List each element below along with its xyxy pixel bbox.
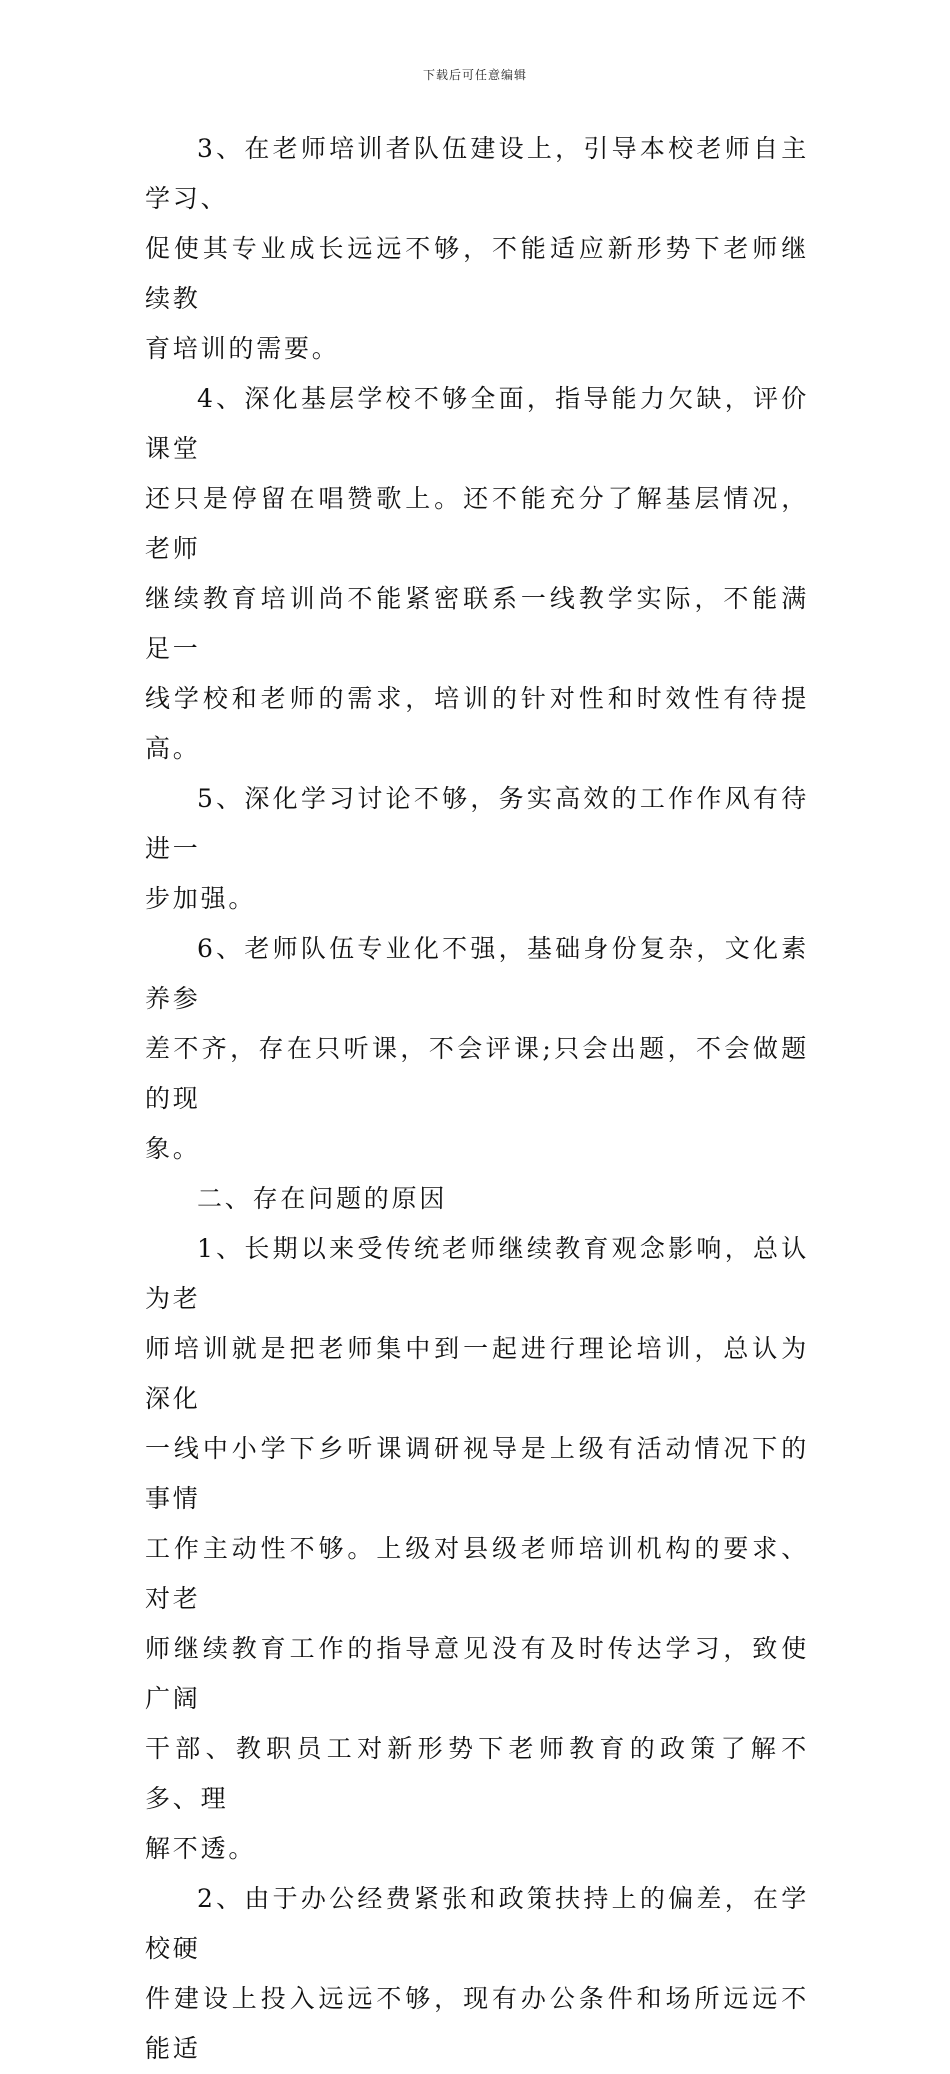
section-heading-causes: 二、存在问题的原因 bbox=[197, 1184, 448, 1213]
paragraph-item-6: 6、老师队伍专业化不强，基础身份复杂，文化素养参 差不齐，存在只听课，不会评课;只会出题，不会做题的现 象。 bbox=[145, 934, 809, 1163]
paragraph-item-3: 3、在老师培训者队伍建设上，引导本校老师自主学习、 促使其专业成长远远不够，不能适应新形势下老师继续教 育培训的需要。 bbox=[145, 134, 809, 363]
document-body bbox=[145, 124, 809, 2074]
header-note: 下载后可任意编辑 bbox=[422, 68, 527, 82]
paragraph-item-4: 4、深化基层学校不够全面，指导能力欠缺，评价课堂 还只是停留在唱赞歌上。还不能充分了解基层情况，老师 继续教育培训尚不能紧密联系一线教学实际，不能满足一 线学校和老师的需求，培训的针对性和时效性有待提高。 bbox=[145, 384, 809, 763]
cause-item-2: 2、由于办公经费紧张和政策扶持上的偏差，在学校硬 件建设上投入远远不够，现有办公条件和场所远远不能适 bbox=[145, 1884, 809, 2063]
paragraph-item-5: 5、深化学习讨论不够，务实高效的工作作风有待进一 步加强。 bbox=[145, 784, 809, 913]
cause-item-1: 1、长期以来受传统老师继续教育观念影响，总认为老 师培训就是把老师集中到一起进行理论培训，总认为深化 一线中小学下乡听课调研视导是上级有活动情况下的事情 工作主动性不够。上级对县级老师培训机构的要求、对老 师继续教育工作的指导意见没有及时传达学习，致使广阔 干部、教职员工对新形势下老师教育的政策了解不多、理 解不透。 bbox=[145, 1234, 809, 1863]
